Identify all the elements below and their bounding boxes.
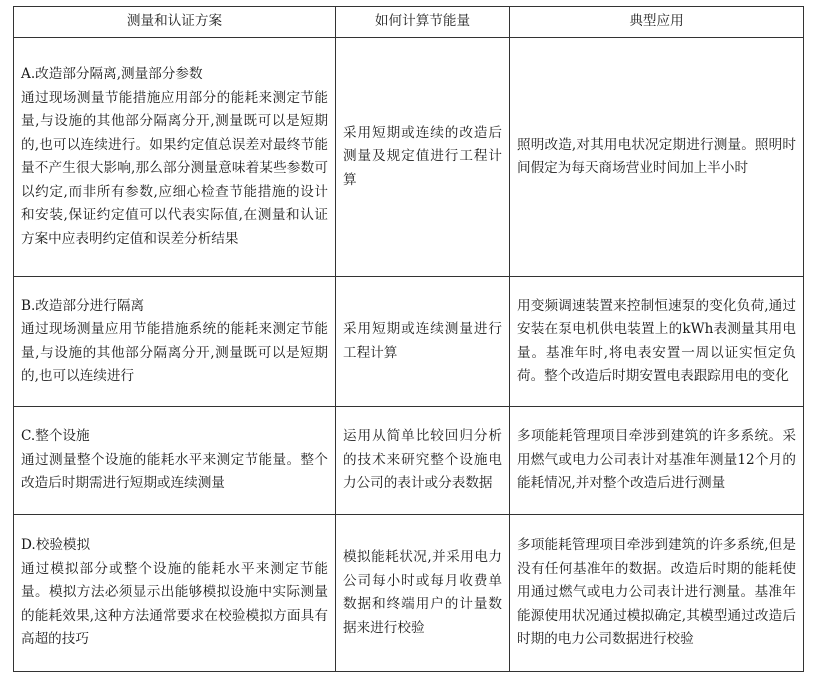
- method-title: C.整个设施: [21, 428, 90, 445]
- header-calc: 如何计算节能量: [336, 7, 510, 38]
- calc-cell: 采用短期或连续测量进行工程计算: [336, 277, 510, 407]
- header-row: [14, 7, 804, 38]
- application-cell: 多项能耗管理项目牵涉到建筑的许多系统。采用燃气或电力公司表计对基准年测量12个月的能耗情况,并对整个改造后进行测量: [510, 407, 804, 515]
- method-description: 通过现场测量节能措施应用部分的能耗来测定节能量,与设施的其他部分隔离分开,测量既可以是短期的,也可以连续进行。如果约定值总误差对最终节能量不产生很大影响,那么部分测量意味着某些参数可以约定,而非所有参数,应细心检查节能措施的设计和安装,保证约定值可以代表实际值,在测量和认证方案中应表明约定值和误差分析结果: [21, 89, 328, 247]
- method-description: 通过模拟部分或整个设施的能耗水平来测定节能量。模拟方法必须显示出能够模拟设施中实际测量的能耗效果,这种方法通常要求在校验模拟方面具有高超的技巧: [21, 560, 328, 648]
- application-cell: 照明改造,对其用电状况定期进行测量。照明时间假定为每天商场营业时间加上半小时: [510, 38, 804, 277]
- table-row-d: [14, 515, 804, 672]
- method-description: 通过现场测量应用节能措施系统的能耗来测定节能量,与设施的其他部分隔离分开,测量既可以是短期的,也可以连续进行: [21, 321, 328, 384]
- method-title: A.改造部分隔离,测量部分参数: [21, 66, 203, 82]
- application-cell: 多项能耗管理项目牵涉到建筑的许多系统,但是没有任何基准年的数据。改造后时期的能耗使用通过燃气或电力公司表计进行测量。基准年能源使用状况通过模拟确定,其模型通过改造后时期的电力公司数据进行校验: [510, 515, 804, 672]
- calc-cell: 模拟能耗状况,并采用电力公司每小时或每月收费单数据和终端用户的计量数据来进行校验: [336, 515, 510, 672]
- header-method: 测量和认证方案: [14, 7, 336, 38]
- table-row-b: [14, 277, 804, 407]
- method-cell: [14, 277, 336, 407]
- application-cell: 用变频调速装置来控制恒速泵的变化负荷,通过安装在泵电机供电装置上的kWh表测量其用电量。基准年时,将电表安置一周以证实恒定负荷。整个改造后时期安置电表跟踪用电的变化: [510, 277, 804, 407]
- method-cell: [14, 407, 336, 515]
- mv-options-table: [13, 6, 804, 672]
- header-application: 典型应用: [510, 7, 804, 38]
- calc-cell: 运用从简单比较回归分析的技术来研究整个设施电力公司的表计或分表数据: [336, 407, 510, 515]
- table-row-a: [14, 38, 804, 277]
- table-row-c: [14, 407, 804, 515]
- method-cell: [14, 515, 336, 672]
- method-title: B.改造部分进行隔离: [21, 297, 145, 314]
- method-cell: [14, 38, 336, 277]
- calc-cell: 采用短期或连续的改造后测量及规定值进行工程计算: [336, 38, 510, 277]
- method-description: 通过测量整个设施的能耗水平来测定节能量。整个改造后时期需进行短期或连续测量: [21, 451, 328, 492]
- method-title: D.校验模拟: [21, 537, 91, 554]
